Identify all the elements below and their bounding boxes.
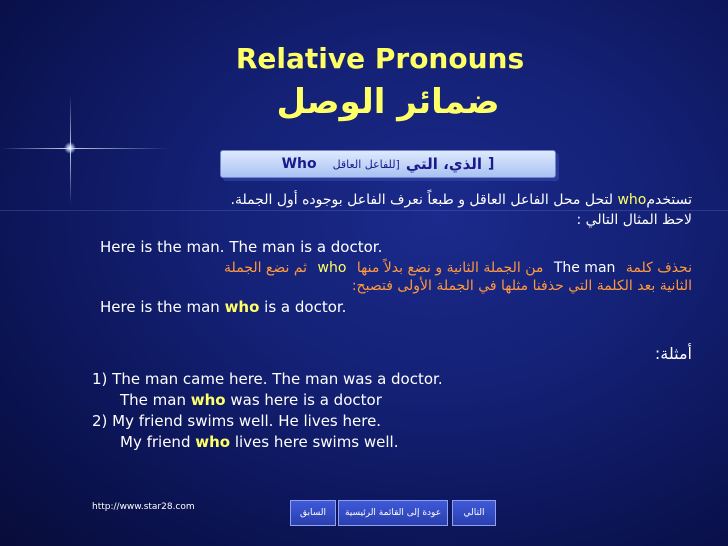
example-2-answer	[120, 433, 398, 451]
example-2: 2) My friend swims well. He lives here.	[92, 412, 382, 430]
explain-line-2: الثانية بعد الكلمة التي حذفنا مثلها في الجملة الأولى فتصبح:	[351, 278, 692, 294]
example-2-keyword: who	[195, 433, 231, 451]
explain-part-2: من الجملة الثانية و نضع بدلاً منها	[356, 260, 544, 276]
home-menu-button[interactable]: عودة إلى القائمة الرئيسية	[338, 500, 448, 526]
slide-title-english: Relative Pronouns	[235, 42, 525, 75]
explain-keyword-who: who	[317, 260, 347, 276]
example-1-keyword: who	[190, 391, 226, 409]
explain-keyword-the-man: The man	[553, 260, 616, 276]
example-sentence: Here is the man. The man is a doctor.	[100, 238, 383, 256]
examples-heading: أمثلة:	[654, 344, 692, 363]
slide-title-arabic: ضمائر الوصل	[276, 82, 500, 122]
intro-rest: لتحل محل الفاعل العاقل و طبعاً نعرف الفاعل بوجوده أول الجملة.	[230, 192, 618, 208]
tag-english: Who	[281, 156, 317, 172]
result-keyword: who	[224, 298, 260, 316]
previous-button[interactable]: السابق	[290, 500, 336, 526]
intro-line-1	[231, 192, 693, 208]
example-2-before: My friend	[120, 433, 196, 451]
intro-line-2: لاحظ المثال التالي :	[576, 212, 692, 228]
example-2-after: lives here swims well.	[230, 433, 399, 451]
tag-bracket: [	[488, 156, 495, 172]
result-before: Here is the man	[100, 298, 225, 316]
result-sentence	[100, 298, 346, 316]
pronoun-tag-box	[220, 150, 556, 178]
example-1-after: was here is a doctor	[225, 391, 382, 409]
explain-part-3: ثم نضع الجملة	[224, 260, 308, 276]
light-flare-horizontal	[0, 148, 170, 149]
tag-arabic-note: [للفاعل العاقل	[332, 157, 400, 171]
light-flare-center	[64, 142, 76, 154]
explain-line-1	[224, 260, 692, 276]
intro-keyword: who	[617, 192, 647, 208]
result-after: is a doctor.	[259, 298, 347, 316]
explain-part-1: نحذف كلمة	[625, 260, 692, 276]
next-button[interactable]: التالي	[452, 500, 496, 526]
example-1-answer	[120, 391, 382, 409]
footer-url-link[interactable]: http://www.star28.com	[92, 502, 195, 512]
background-stripe	[0, 210, 728, 211]
intro-prefix: تستخدم	[646, 192, 692, 208]
example-1: 1) The man came here. The man was a doctor.	[92, 370, 443, 388]
example-1-before: The man	[120, 391, 191, 409]
tag-arabic-main: الذي، التي	[405, 155, 483, 173]
